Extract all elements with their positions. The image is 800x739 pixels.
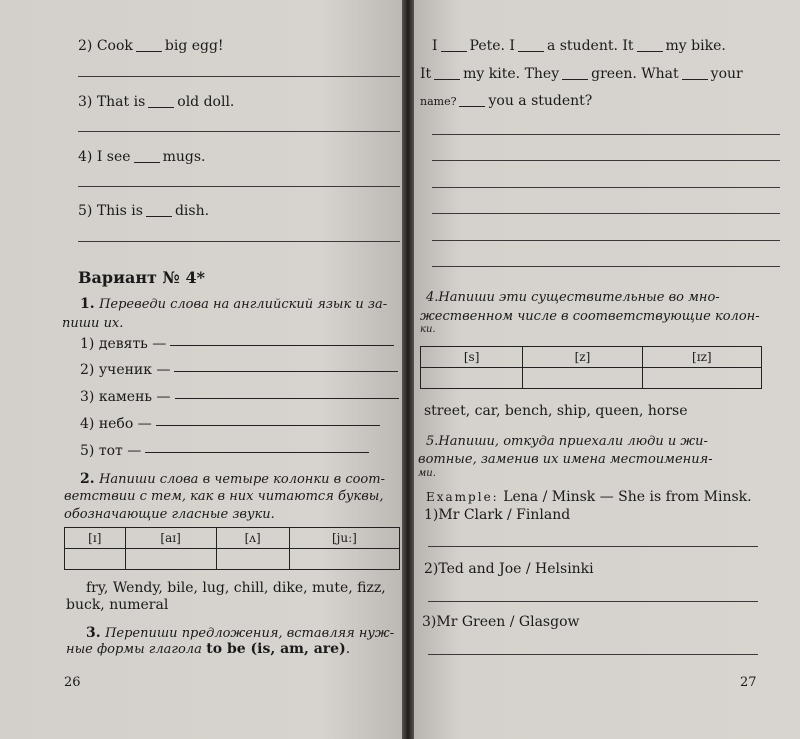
task1-word-5 bbox=[80, 443, 369, 459]
page-number-left: 26 bbox=[64, 675, 81, 690]
answer-line[interactable] bbox=[175, 398, 399, 399]
answer-line[interactable] bbox=[428, 654, 758, 655]
answer-line[interactable] bbox=[78, 131, 400, 132]
word-label: 4) небо — bbox=[80, 416, 152, 432]
right-sentence-line1 bbox=[432, 38, 726, 54]
blank[interactable] bbox=[441, 51, 467, 52]
answer-line[interactable] bbox=[428, 601, 758, 602]
task5-item-3: 3)Mr Green / Glasgow bbox=[422, 614, 580, 630]
example bbox=[426, 489, 752, 505]
vowel-sound-table bbox=[64, 527, 400, 570]
word-label: 3) камень — bbox=[80, 389, 171, 405]
column-header: [ʌ] bbox=[216, 528, 289, 549]
ex3-item-2-post: big egg! bbox=[164, 38, 224, 54]
blank[interactable] bbox=[637, 51, 663, 52]
task1-line1 bbox=[80, 296, 387, 312]
text-part: green. What bbox=[591, 66, 679, 82]
blank[interactable] bbox=[148, 107, 174, 108]
right-sentence-line3 bbox=[420, 93, 592, 109]
task2-line1 bbox=[80, 471, 385, 487]
answer-line[interactable] bbox=[432, 187, 780, 188]
table-cell[interactable] bbox=[65, 549, 126, 570]
answer-line[interactable] bbox=[78, 241, 400, 242]
task3-period: . bbox=[345, 641, 351, 657]
column-header: [s] bbox=[421, 347, 523, 368]
answer-line[interactable] bbox=[78, 76, 400, 77]
blank[interactable] bbox=[134, 162, 160, 163]
plural-ending-table bbox=[420, 346, 762, 389]
column-header: [z] bbox=[523, 347, 642, 368]
word-label: 5) тот — bbox=[80, 443, 142, 459]
ex3-item-3-post: old doll. bbox=[177, 94, 235, 110]
right-page bbox=[414, 0, 800, 739]
column-header: [ɪz] bbox=[642, 347, 761, 368]
blank[interactable] bbox=[518, 51, 544, 52]
answer-line[interactable] bbox=[170, 345, 394, 346]
column-header: [aɪ] bbox=[125, 528, 216, 549]
task2-instruction: Напиши слова в четыре колонки в соот- bbox=[99, 472, 385, 487]
task1-word-1 bbox=[80, 336, 394, 352]
task2-number: 2. bbox=[80, 471, 95, 487]
task3-line2 bbox=[66, 641, 350, 657]
answer-line[interactable] bbox=[432, 240, 780, 241]
answer-line[interactable] bbox=[432, 160, 780, 161]
book-spine bbox=[402, 0, 414, 739]
text-part: my kite. They bbox=[463, 66, 560, 82]
task1-word-3 bbox=[80, 389, 399, 405]
ex3-item-5-post: dish. bbox=[174, 203, 210, 219]
table-cell[interactable] bbox=[125, 549, 216, 570]
ex3-item-4-pre: 4) I see bbox=[78, 149, 131, 165]
task4-words: street, car, bench, ship, queen, horse bbox=[424, 403, 688, 419]
example-label: Example: bbox=[426, 490, 499, 504]
ex3-item-4 bbox=[78, 149, 205, 165]
task1-number: 1. bbox=[80, 296, 95, 312]
task3-number: 3. bbox=[86, 625, 101, 641]
text-part: Pete. I bbox=[469, 38, 515, 54]
table-cell[interactable] bbox=[523, 368, 642, 389]
task1-line2: пиши их. bbox=[62, 316, 124, 331]
ex3-item-3 bbox=[78, 94, 234, 110]
answer-line[interactable] bbox=[432, 266, 780, 267]
ex3-item-3-pre: 3) That is bbox=[78, 94, 146, 110]
table-cell[interactable] bbox=[642, 368, 761, 389]
blank[interactable] bbox=[146, 216, 172, 217]
ex3-item-4-post: mugs. bbox=[162, 149, 206, 165]
variant-title: Вариант № 4* bbox=[78, 268, 205, 287]
task1-word-2 bbox=[80, 362, 398, 378]
answer-line[interactable] bbox=[145, 452, 369, 453]
task2-words-line1: fry, Wendy, bile, lug, chill, dike, mute, fizz, bbox=[86, 580, 386, 596]
page-number-right: 27 bbox=[740, 675, 757, 690]
answer-line[interactable] bbox=[174, 371, 398, 372]
word-label: 1) девять — bbox=[80, 336, 167, 352]
example-text: Lena / Minsk — She is from Minsk. bbox=[503, 489, 752, 505]
blank[interactable] bbox=[682, 79, 708, 80]
task3-line1 bbox=[86, 625, 394, 641]
task1-word-4 bbox=[80, 416, 380, 432]
word-label: 2) ученик — bbox=[80, 362, 171, 378]
text-part: my bike. bbox=[665, 38, 726, 54]
task5-line2: вотные, заменив их имена местоимения- bbox=[418, 452, 713, 467]
task1-instruction: Переведи слова на английский язык и за- bbox=[99, 297, 388, 312]
task4-line1: 4.Напиши эти существительные во мно- bbox=[426, 290, 720, 305]
blank[interactable] bbox=[459, 106, 485, 107]
text-part: you a student? bbox=[488, 93, 593, 109]
table-cell[interactable] bbox=[289, 549, 399, 570]
column-header: [juː] bbox=[289, 528, 399, 549]
column-header: [ɪ] bbox=[65, 528, 126, 549]
text-part: name? bbox=[420, 95, 457, 108]
task2-line2: ветствии с тем, как в них читаются буквы, bbox=[64, 489, 384, 504]
text-part: a student. It bbox=[546, 38, 634, 54]
right-sentence-line2 bbox=[420, 66, 743, 82]
task2-line3: обозначающие гласные звуки. bbox=[64, 507, 275, 522]
task4-line2: жественном числе в соответствующие колон- bbox=[420, 309, 760, 324]
task5-line3: ми. bbox=[418, 468, 436, 479]
blank[interactable] bbox=[562, 79, 588, 80]
ex3-item-2 bbox=[78, 38, 224, 54]
answer-line[interactable] bbox=[428, 546, 758, 547]
blank[interactable] bbox=[434, 79, 460, 80]
task2-words-line2: buck, numeral bbox=[66, 597, 169, 613]
text-part: I bbox=[432, 38, 438, 54]
answer-line[interactable] bbox=[78, 186, 400, 187]
task3-instruction-part: ные формы глагола bbox=[66, 642, 202, 657]
task5-item-2: 2)Ted and Joe / Helsinki bbox=[424, 561, 594, 577]
ex3-item-5 bbox=[78, 203, 209, 219]
blank[interactable] bbox=[136, 51, 162, 52]
text-part: It bbox=[420, 66, 432, 82]
task5-line1: 5.Напиши, откуда приехали люди и жи- bbox=[426, 434, 708, 449]
task3-verb-forms: to be (is, am, are) bbox=[206, 641, 346, 657]
text-part: your bbox=[710, 66, 743, 82]
ex3-item-2-pre: 2) Cook bbox=[78, 38, 133, 54]
task4-line3: ки. bbox=[420, 324, 436, 335]
task3-instruction: Перепиши предложения, вставляя нуж- bbox=[105, 626, 395, 641]
answer-line[interactable] bbox=[432, 134, 780, 135]
table-cell[interactable] bbox=[421, 368, 523, 389]
answer-line[interactable] bbox=[156, 425, 380, 426]
table-cell[interactable] bbox=[216, 549, 289, 570]
answer-line[interactable] bbox=[432, 213, 780, 214]
task5-item-1: 1)Mr Clark / Finland bbox=[424, 507, 571, 523]
ex3-item-5-pre: 5) This is bbox=[78, 203, 143, 219]
